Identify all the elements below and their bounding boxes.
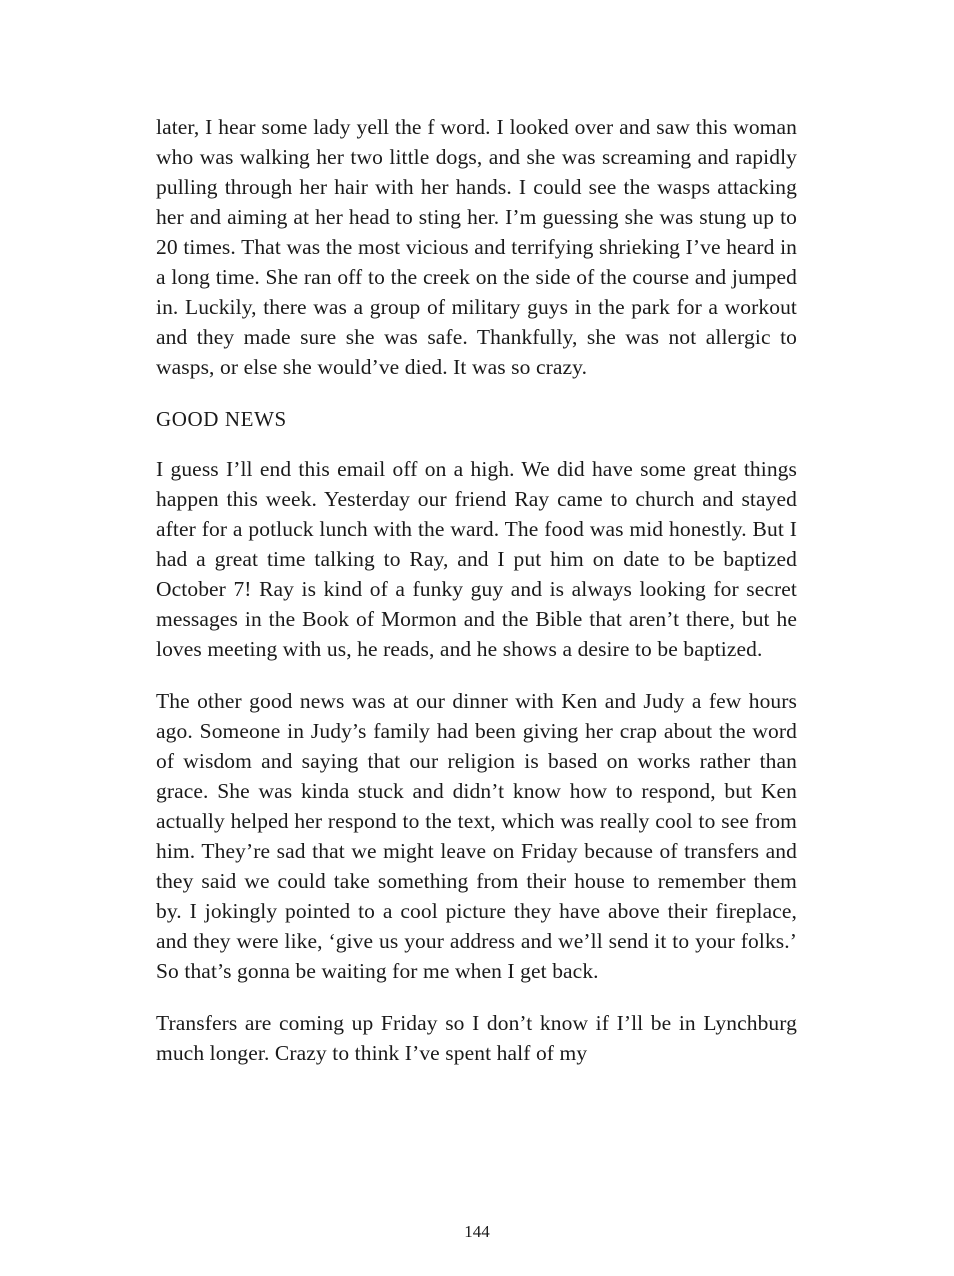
page-number: 144: [464, 1222, 490, 1241]
paragraph-1: later, I hear some lady yell the f word. I looked over and saw this woman who was walking her two little dogs, and she was screaming and rapidly pulling through her hair with her hands. I could see the wasps attacking her and aiming at her head to sting her. I’m guessing she was stung up to 20 times. That was the most vicious and terrifying shrieking I’ve heard in a long time. She ran off to the creek on the side of the course and jumped in. Luckily, there was a group of military guys in the park for a workout and they made sure she was safe. Thankfully, she was not allergic to wasps, or else she would’ve died. It was so crazy.: [156, 115, 797, 379]
section-heading-good-news: GOOD NEWS: [156, 407, 287, 431]
paragraph-3: The other good news was at our dinner with Ken and Judy a few hours ago. Someone in Judy’s family had been giving her crap about the word of wisdom and saying that our religion is based on works rather than grace. She was kinda stuck and didn’t know how to respond, but Ken actually helped her respond to the text, which was really cool to see from him. They’re sad that we might leave on Friday because of transfers and they said we could take something from their house to remember them by. I jokingly pointed to a cool picture they have above their fireplace, and they were like, ‘give us your address and we’ll send it to your folks.’ So that’s gonna be waiting for me when I get back.: [156, 689, 797, 983]
paragraph-4: Transfers are coming up Friday so I don’t know if I’ll be in Lynchburg much longer. Crazy to think I’ve spent half of my: [156, 1011, 797, 1065]
paragraph-2: I guess I’ll end this email off on a high. We did have some great things happen this week. Yesterday our friend Ray came to church and stayed after for a potluck lunch with the ward. The food was mid honestly. But I had a great time talking to Ray, and I put him on date to be baptized October 7! Ray is kind of a funky guy and is always looking for secret messages in the Book of Mormon and the Bible that aren’t there, but he loves meeting with us, he reads, and he shows a desire to be baptized.: [156, 457, 797, 661]
page-body-text: [156, 112, 797, 1068]
